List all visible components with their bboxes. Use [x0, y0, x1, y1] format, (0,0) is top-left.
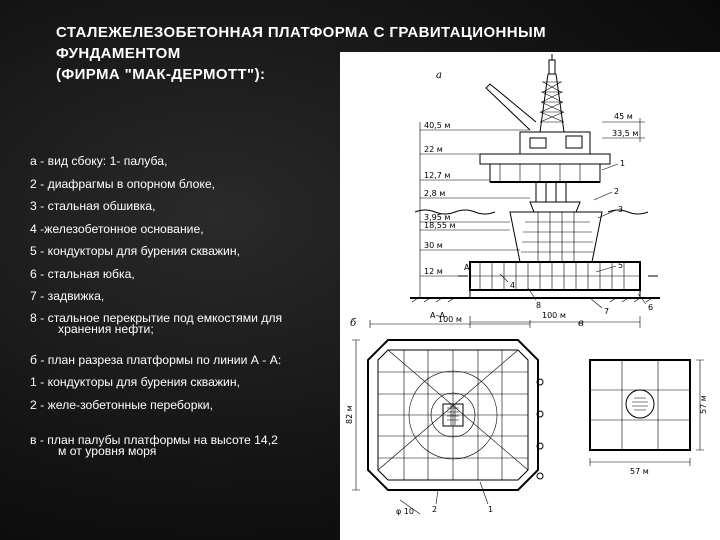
level-label: 12,7 м	[424, 171, 451, 180]
legend-a-item-last	[30, 308, 325, 335]
callout-number: 6	[648, 303, 654, 312]
legend-b-item: 1 - кондукторы для бурения скважин,	[30, 375, 240, 389]
legend-a-last-line2: хранения нефти;	[58, 321, 154, 336]
dim-line-bottom-c	[590, 458, 690, 466]
section-marker: А	[464, 263, 470, 272]
dim-phi: φ 10	[396, 507, 414, 516]
legend-c-item	[30, 430, 325, 457]
legend-a-item: 7 - задвижка,	[30, 289, 105, 303]
callout-number: 7	[604, 307, 610, 316]
level-label: 40,5 м	[424, 121, 451, 130]
support-block	[510, 182, 602, 262]
callout-number: 8	[536, 301, 542, 310]
dim-right-label: 45 м	[614, 112, 633, 121]
title-line-2: ФУНДАМЕНТОМ	[56, 45, 181, 62]
level-label: 2,8 м	[424, 189, 446, 198]
legend-a-item: 5 - кондукторы для бурения скважин,	[30, 244, 240, 258]
level-label: 18,55 м	[424, 221, 456, 230]
crane-boom	[486, 84, 536, 130]
legend-a-item: 3 - стальная обшивка,	[30, 199, 156, 213]
legend-a-item: а - вид сбоку: 1- палуба,	[30, 154, 168, 168]
callout-number: 4	[510, 281, 516, 290]
dim-side-c: 57 м	[699, 395, 708, 414]
dim-side-b: 82 м	[345, 405, 354, 424]
dim-bottom-c: 57 м	[630, 467, 649, 476]
title-line-1: СТАЛЕЖЕЛЕЗОБЕТОННАЯ ПЛАТФОРМА С ГРАВИТАЦИОННЫМ	[56, 24, 546, 41]
legend-a-item: 6 - стальная юбка,	[30, 266, 135, 281]
legend-b-item: б - план разреза платформы по линии А - А:	[30, 352, 282, 367]
plan-section	[368, 340, 543, 490]
panel-b-label: б	[350, 318, 357, 329]
legend-b-item: 2 - желе-зобетонные переборки,	[30, 397, 213, 412]
dim-bottom-b: 100 м	[438, 315, 462, 324]
panel-c-label: в	[578, 318, 584, 329]
callout-b-leaders	[436, 482, 488, 504]
legend-c-line1: в - план палубы платформы на высоте 14,2	[30, 433, 278, 447]
panel-a-label: а	[436, 70, 442, 81]
callout-number: 2	[614, 187, 620, 196]
callout-number: 1	[620, 159, 626, 168]
drawing-svg	[340, 52, 720, 540]
legend-a-item: 2 - диафрагмы в опорном блоке,	[30, 176, 216, 191]
level-label: 30 м	[424, 241, 443, 250]
section-title: А–А	[430, 311, 445, 320]
level-label: 12 м	[424, 267, 443, 276]
legend-c-line2: м от уровня моря	[58, 444, 157, 458]
derrick-tower	[540, 54, 564, 132]
engineering-drawing	[340, 52, 720, 540]
title-line-3: (ФИРМА "МАК-ДЕРМОТТ"):	[56, 66, 266, 83]
callout-number: 2	[432, 505, 438, 514]
callout-number: 3	[618, 205, 624, 214]
callout-number: 5	[618, 261, 624, 270]
callout-number: 1	[488, 505, 494, 514]
dim-right-label: 33,5 м	[612, 129, 639, 138]
level-label: 22 м	[424, 145, 443, 154]
legend-a-last-line1: 8 - стальное перекрытие под емкостями для	[30, 310, 283, 325]
deck-structure	[480, 132, 610, 182]
figure-legend	[30, 150, 325, 457]
level-label: 3,95 м	[424, 213, 451, 222]
deck-plan	[590, 360, 690, 450]
legend-a-item: 4 -железобетонное основание,	[30, 221, 204, 236]
dim-bottom-a: 100 м	[542, 311, 566, 320]
